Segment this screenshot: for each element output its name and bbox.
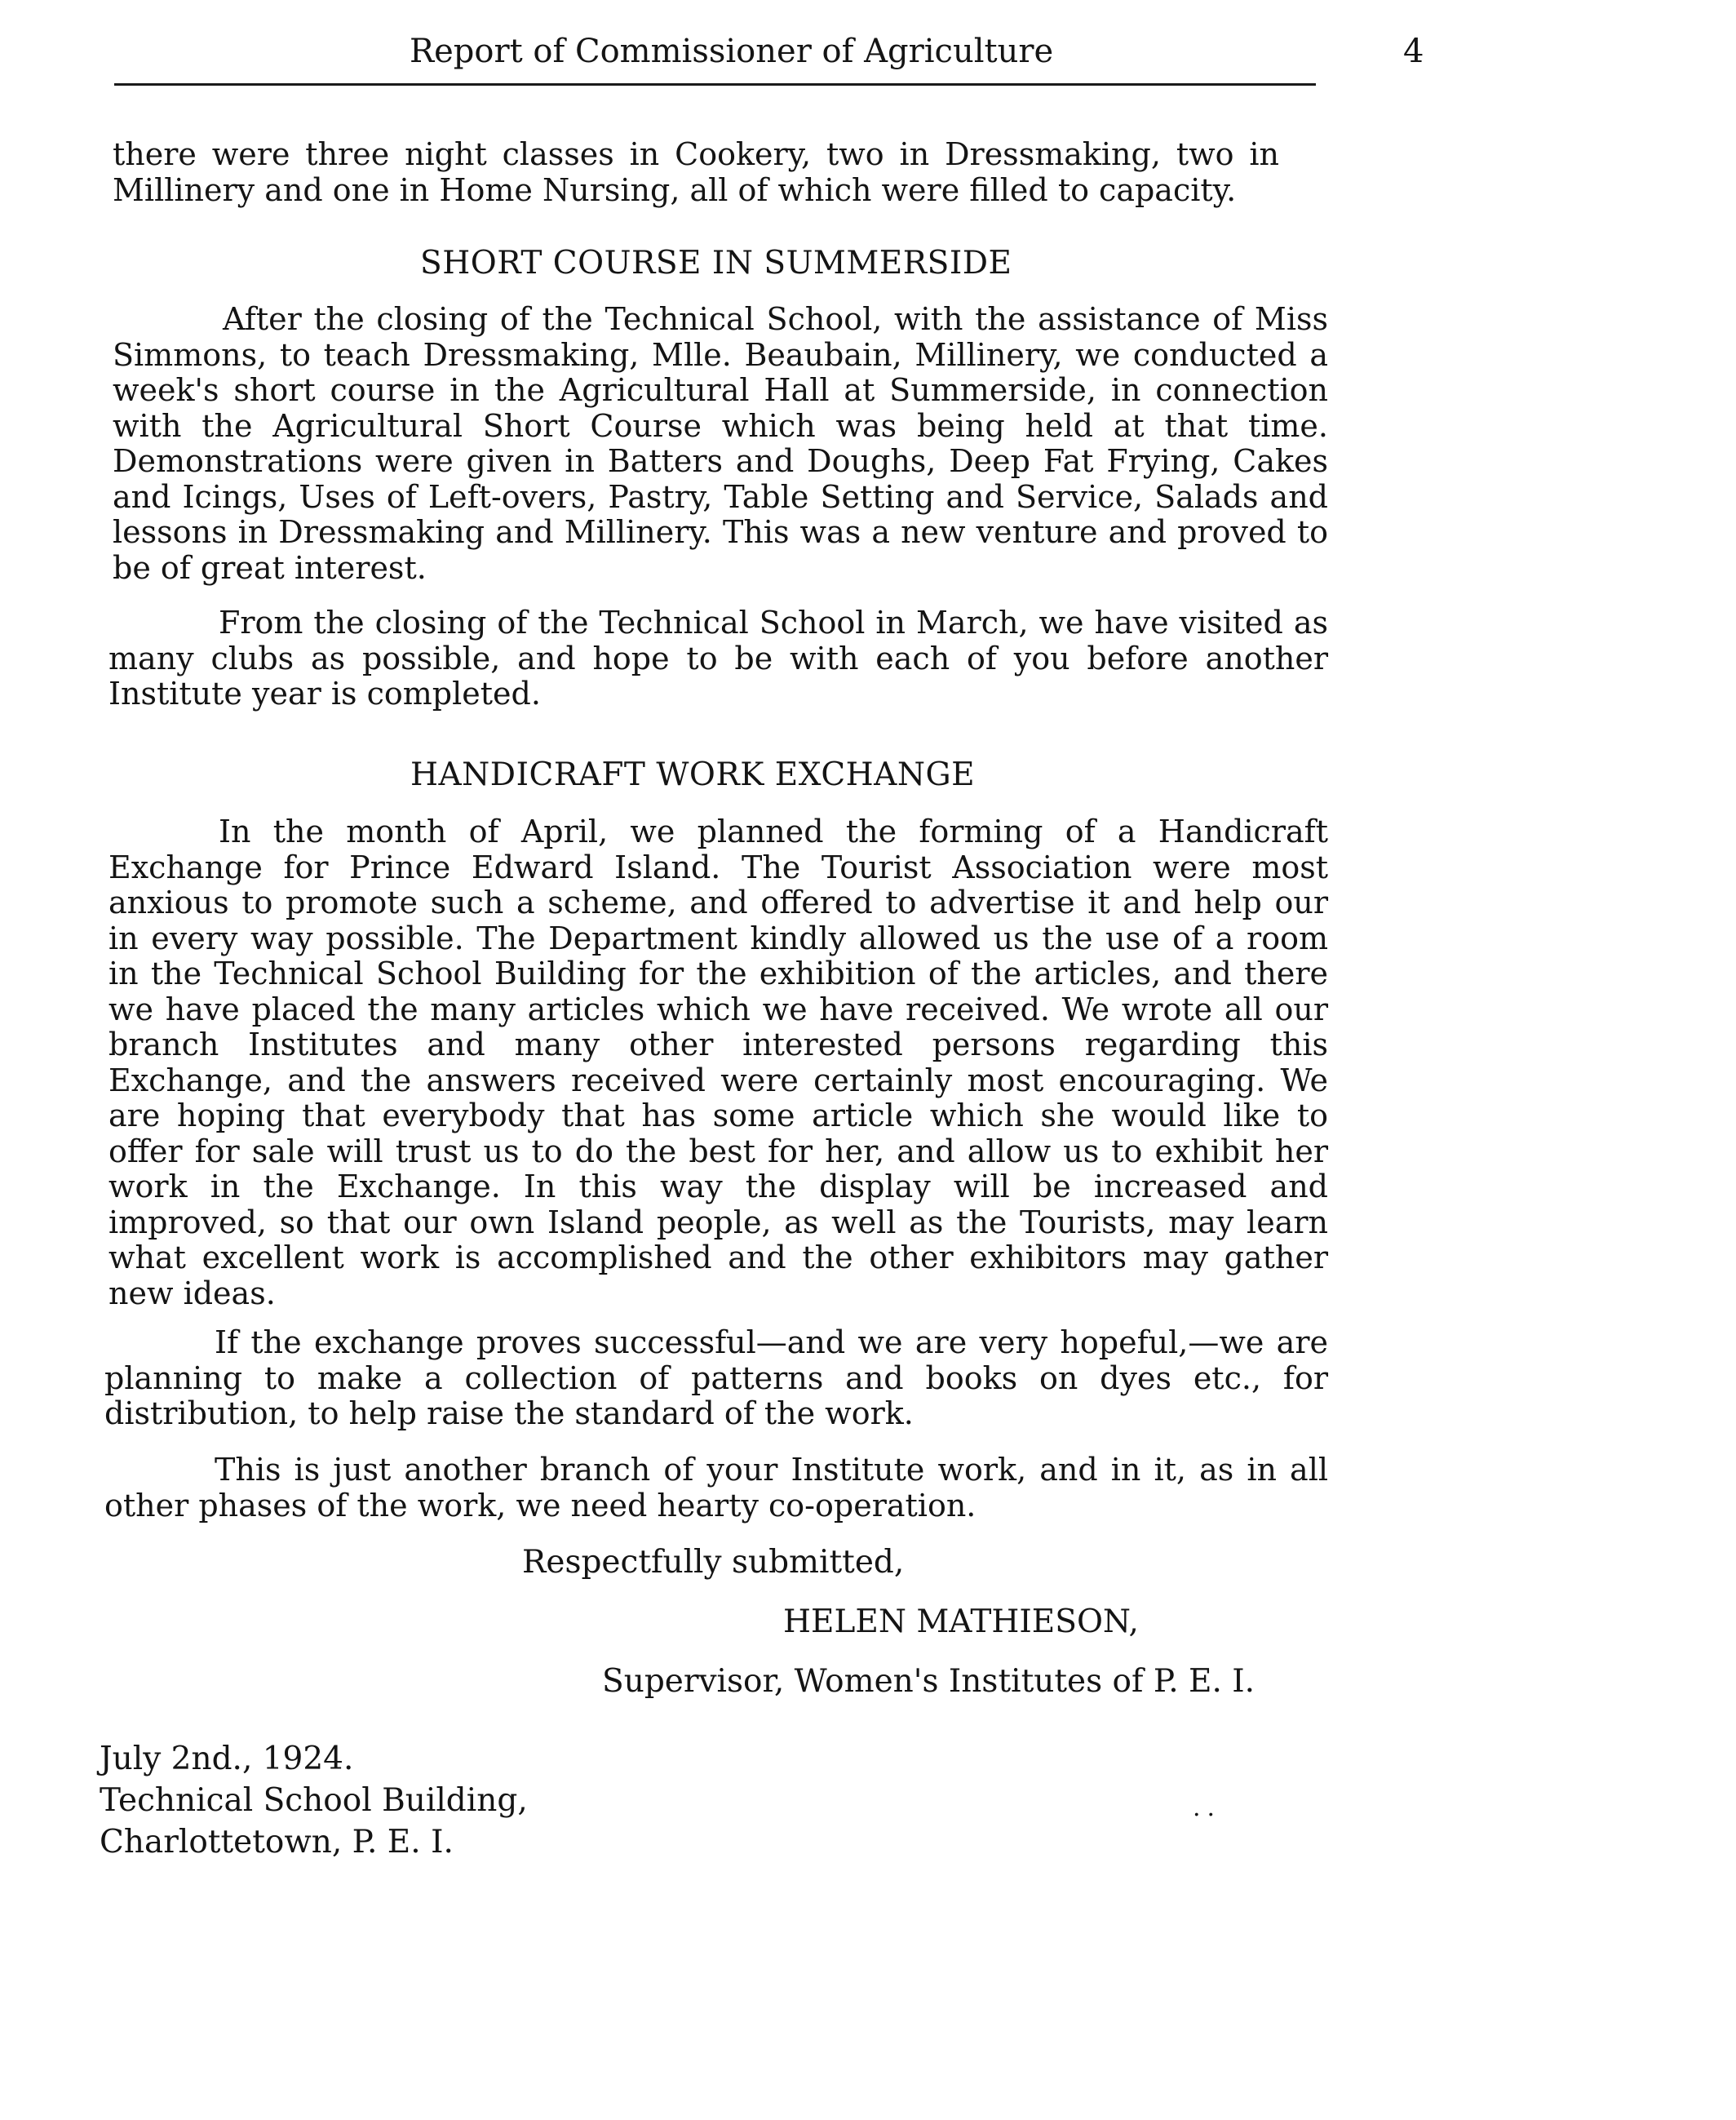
stray-dots: .. (1193, 1794, 1222, 1822)
heading-handicraft-exchange: HANDICRAFT WORK EXCHANGE (410, 756, 976, 793)
paragraph-exchange-plans: If the exchange proves successful—and we are very hopeful,—we are planning to make a collection of patterns and books on dyes etc., for distribution, to help raise the standard of the work. (104, 1324, 1328, 1431)
header-rule (114, 83, 1316, 86)
signature-closing: Respectfully submitted, (522, 1544, 905, 1581)
running-header (114, 29, 1424, 86)
paragraph-club-visits: From the closing of the Technical School in March, we have visited as many clubs as possible, and hope to be with each of you before another Institute year is completed. (108, 605, 1328, 712)
paragraph-cooperation: This is just another branch of your Institute work, and in it, as in all other phases of the work, we need hearty co-operation. (104, 1452, 1328, 1523)
signature-name: HELEN MATHIESON, (783, 1603, 1139, 1640)
signature-title: Supervisor, Women's Institutes of P. E. I. (602, 1663, 1256, 1700)
dateline-city: Charlottetown, P. E. I. (100, 1824, 454, 1861)
paragraph-short-course: After the closing of the Technical School, with the assistance of Miss Simmons, to teach Dressmaking, Mlle. Beaubain, Millinery, we conducted a week's short course in the Agricultural Hall at Summerside, in connection with the Agricultural Short Course which was being held at that time. Demonstrations were given in Batters and Doughs, Deep Fat Frying, Cakes and Icings, Uses of Left-overs, Pastry, Table Setting and Service, Salads and lessons in Dressmaking and Millinery. This was a new venture and proved to be of great interest. (113, 301, 1328, 586)
paragraph-night-classes: there were three night classes in Cookery, two in Dressmaking, two in Millinery and one in Home Nursing, all of which were filled to capacity. (113, 136, 1279, 208)
dateline-date: July 2nd., 1924. (100, 1741, 354, 1777)
dateline-building: Technical School Building, (100, 1782, 528, 1819)
page-number: 4 (1403, 33, 1424, 70)
paragraph-handicraft-exchange: In the month of April, we planned the forming of a Handicraft Exchange for Prince Edward Island. The Tourist Association were most anxious to promote such a scheme, and offered to advertise it and help our in every way possible. The Department kindly allowed us the use of a room in the Technical School Building for the exhibition of the articles, and there we have placed the many articles which we have received. We wrote all our branch Institutes and many other interested persons regarding this Exchange, and the answers received were certainly most encouraging. We are hoping that everybody that has some article which she would like to offer for sale will trust us to do the best for her, and allow us to exhibit her work in the Exchange. In this way the display will be increased and improved, so that our own Island people, as well as the Tourists, may learn what excellent work is accomplished and the other exhibitors may gather new ideas. (108, 814, 1328, 1311)
heading-short-course: SHORT COURSE IN SUMMERSIDE (420, 245, 1012, 282)
running-title: Report of Commissioner of Agriculture (410, 33, 1054, 70)
